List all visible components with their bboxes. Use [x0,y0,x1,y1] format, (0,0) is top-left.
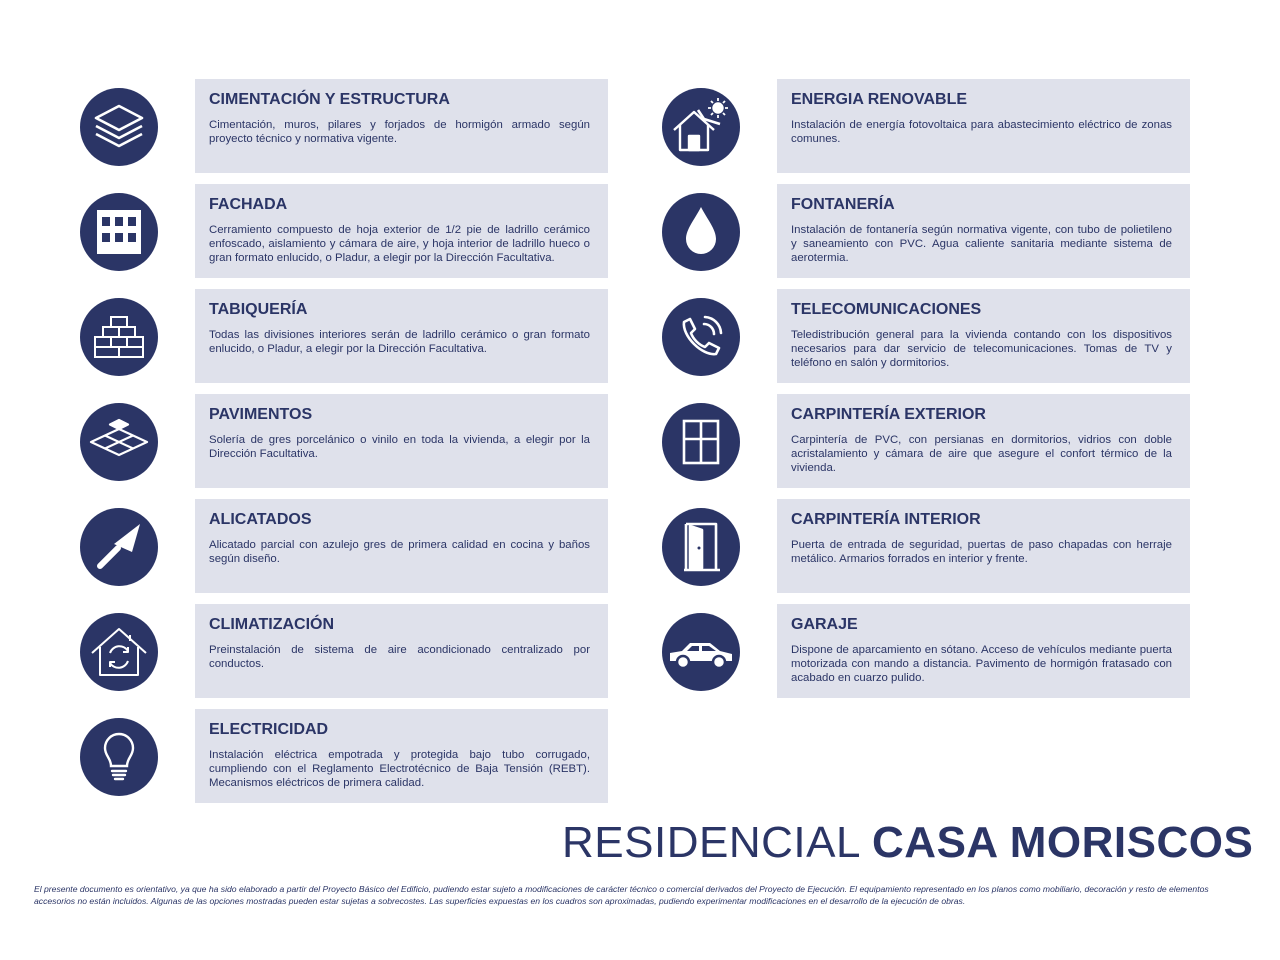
right-column [662,79,1192,709]
left-column [80,79,610,814]
spec-item-cimentacion [80,79,610,173]
building-facade-icon [80,193,158,271]
spec-title: FACHADA [209,196,288,213]
spec-title: FONTANERÍA [791,196,895,213]
spec-card [777,394,1190,488]
spec-card [195,604,608,698]
spec-title: CIMENTACIÓN Y ESTRUCTURA [209,91,450,108]
water-drop-icon [662,193,740,271]
spec-card [777,184,1190,278]
window-icon [662,403,740,481]
disclaimer-text: El presente documento es orientativo, ya que ha sido elaborado a partir del Proyecto Básico del Edificio, pudiendo estar sujeto a modificaciones de carácter técnico o comercial derivados del Proyecto de Ejecución. El equipamiento representado en los planos como mobiliario, decoración y resto de elementos accesorios no están incluidos. Algunas de las opciones mostradas pueden estar sujetas a sobrecostes. Las superficies expuestas en los cuadros son aproximadas, pudiendo experimentar modificaciones en el desarrollo de la ejecución de obras. [34,884,1209,906]
brand-title-bold: CASA MORISCOS [872,818,1254,867]
spec-item-telecomunicaciones [662,289,1192,383]
spec-card [195,709,608,803]
spec-text: Solería de gres porcelánico o vinilo en toda la vivienda, a elegir por la Dirección Facultativa. [209,434,590,461]
spec-item-energia [662,79,1192,173]
brand-title-light: RESIDENCIAL [562,818,860,867]
spec-title: PAVIMENTOS [209,406,313,423]
trowel-icon [80,508,158,586]
phone-icon [662,298,740,376]
spec-item-carpinteria-interior [662,499,1192,593]
spec-title: ALICATADOS [209,511,312,528]
brand-title [562,818,1253,868]
spec-text: Carpintería de PVC, con persianas en dormitorios, vidrios con doble acristalamiento y cámara de aire que asegure el confort térmico de la vivienda. [791,434,1172,475]
car-icon [662,613,740,691]
spec-text: Preinstalación de sistema de aire acondicionado centralizado por conductos. [209,644,590,671]
spec-card [777,604,1190,698]
spec-card [195,289,608,383]
spec-item-pavimentos [80,394,610,488]
spec-title: TELECOMUNICACIONES [791,301,982,318]
spec-item-alicatados [80,499,610,593]
spec-card [195,499,608,593]
spec-title: ELECTRICIDAD [209,721,329,738]
spec-title: ENERGIA RENOVABLE [791,91,968,108]
spec-text: Instalación de fontanería según normativa vigente, con tubo de polietileno y saneamiento con PVC. Agua caliente sanitaria mediante sistema de aerotermia. [791,224,1172,265]
spec-text: Cimentación, muros, pilares y forjados de hormigón armado según proyecto técnico y normativa vigente. [209,119,590,146]
door-icon [662,508,740,586]
bricks-icon [80,298,158,376]
spec-card [195,394,608,488]
spec-card [777,499,1190,593]
spec-card [195,184,608,278]
lightbulb-icon [80,718,158,796]
floor-tiles-icon [80,403,158,481]
spec-item-electricidad [80,709,610,803]
spec-item-climatizacion [80,604,610,698]
spec-title: GARAJE [791,616,858,633]
spec-card [777,79,1190,173]
spec-title: CARPINTERÍA INTERIOR [791,511,981,528]
layers-icon [80,88,158,166]
spec-text: Instalación de energía fotovoltaica para abastecimiento eléctrico de zonas comunes. [791,119,1172,146]
spec-title: CARPINTERÍA EXTERIOR [791,406,986,423]
spec-text: Cerramiento compuesto de hoja exterior de 1/2 pie de ladrillo cerámico enfoscado, aislamiento y cámara de aire, y hoja interior de ladrillo hueco o gran formato enlucido, o Pladur, a elegir por la Dirección Facultativa. [209,224,590,265]
house-climate-icon [80,613,158,691]
spec-text: Instalación eléctrica empotrada y protegida bajo tubo corrugado, cumpliendo con el Reglamento Electrotécnico de Baja Tensión (REBT). Mecanismos eléctricos de primera calidad. [209,749,590,790]
spec-item-fontaneria [662,184,1192,278]
spec-text: Todas las divisiones interiores serán de ladrillo cerámico o gran formato enlucido, o Pladur, a elegir por la Dirección Facultativa. [209,329,590,356]
spec-title: TABIQUERÍA [209,301,308,318]
spec-text: Puerta de entrada de seguridad, puertas de paso chapadas con herraje metálico. Armarios forrados en interior y frente. [791,539,1172,566]
solar-house-icon [662,88,740,166]
spec-card [777,289,1190,383]
spec-item-carpinteria-exterior [662,394,1192,488]
spec-item-tabiqueria [80,289,610,383]
spec-title: CLIMATIZACIÓN [209,616,335,633]
spec-text: Dispone de aparcamiento en sótano. Acceso de vehículos mediante puerta motorizada con mando a distancia. Pavimento de hormigón fratasado con acabado en cuarzo pulido. [791,644,1172,685]
spec-text: Alicatado parcial con azulejo gres de primera calidad en cocina y baños según diseño. [209,539,590,566]
spec-text: Teledistribución general para la vivienda contando con los dispositivos necesarios para dar servicio de telecomunicaciones. Tomas de TV y teléfono en salón y dormitorios. [791,329,1172,370]
spec-card [195,79,608,173]
spec-item-fachada [80,184,610,278]
spec-item-garaje [662,604,1192,698]
